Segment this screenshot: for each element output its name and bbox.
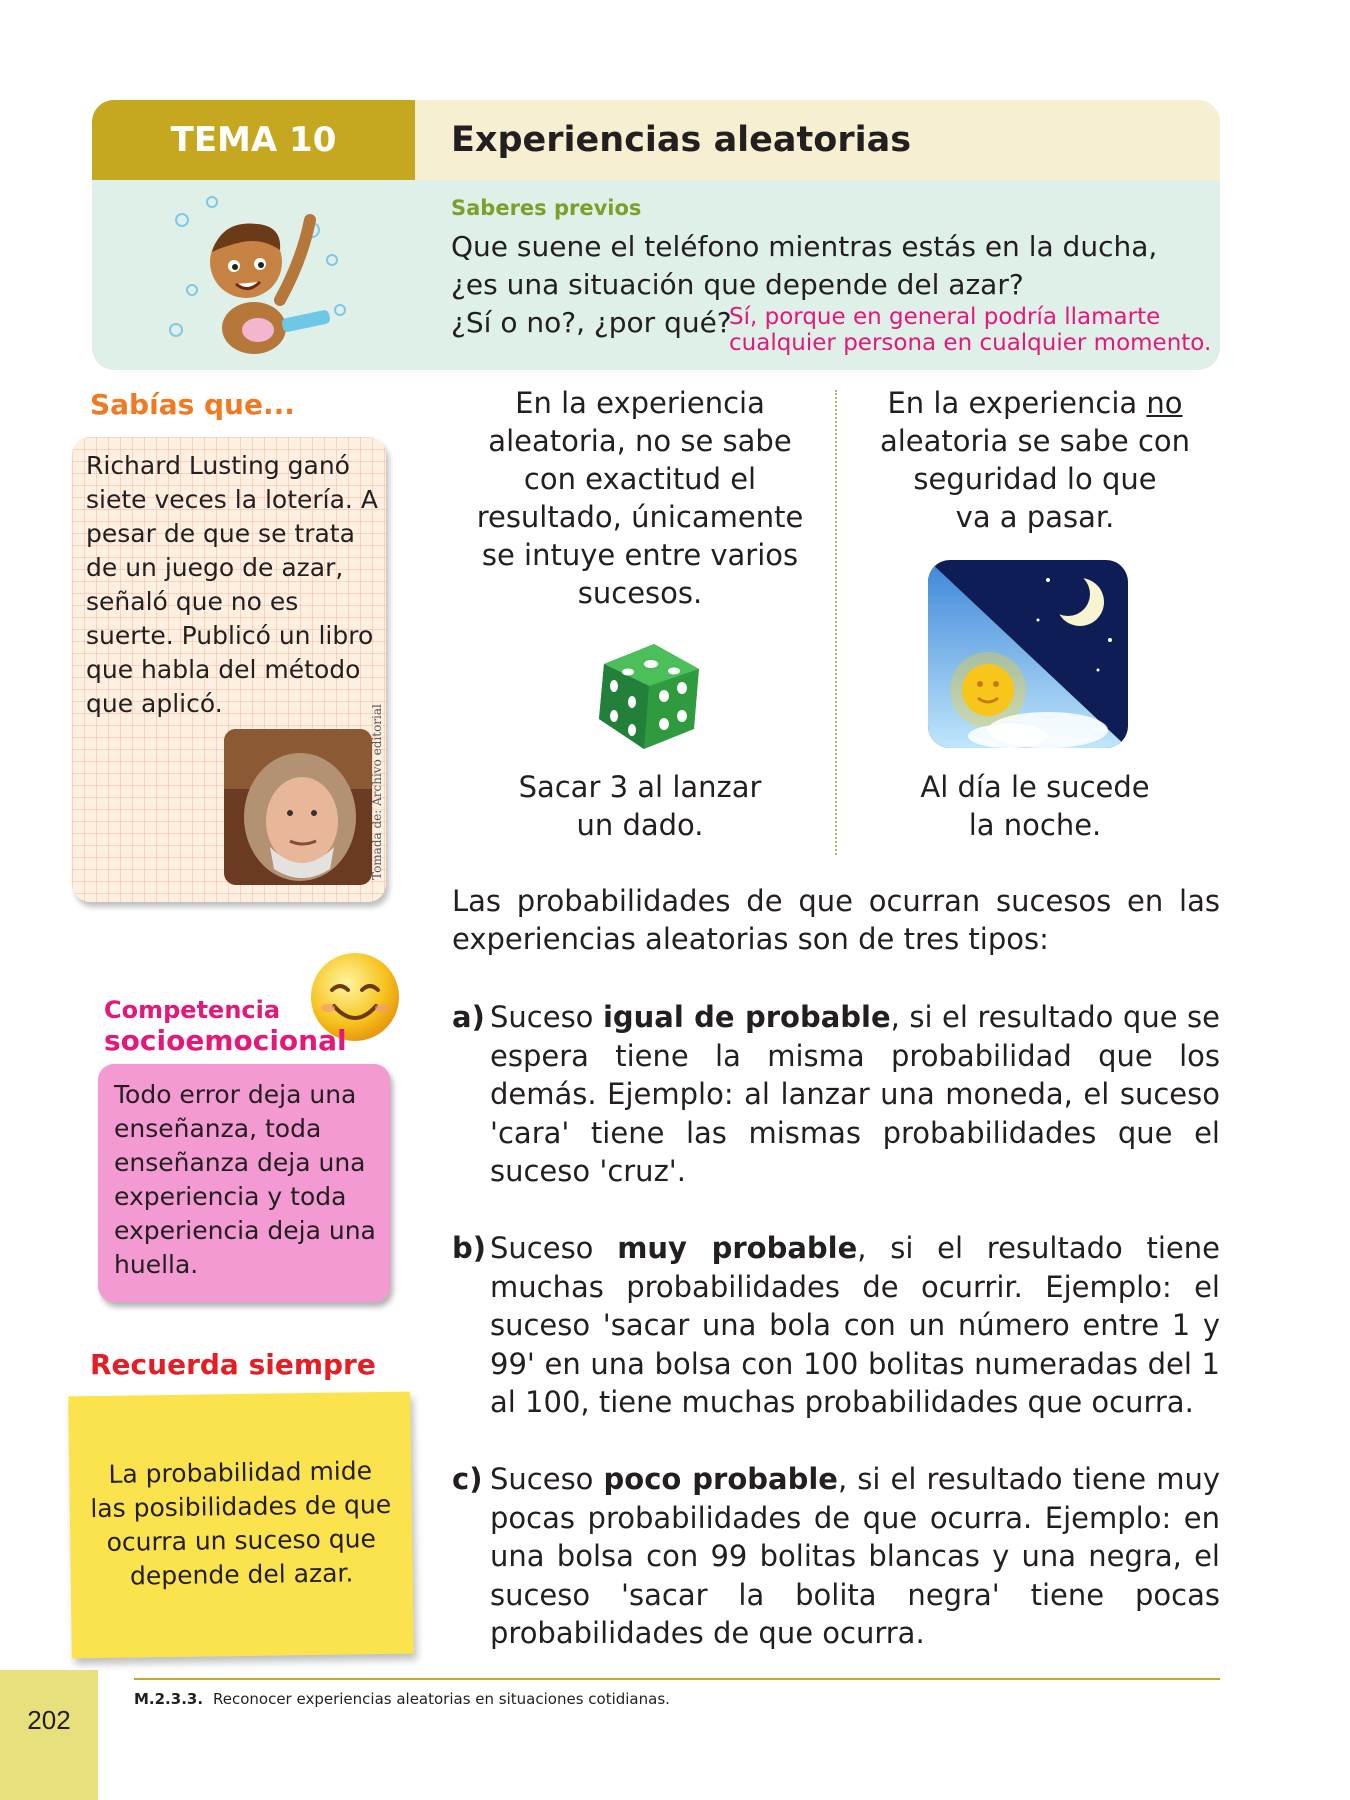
topic-title: Experiencias aleatorias	[451, 120, 912, 160]
question-line-2: ¿es una situación que depende del azar?	[451, 268, 1024, 301]
random-line-1: En la experiencia	[515, 386, 765, 420]
item-body-c	[490, 1460, 1220, 1653]
non-random-underlined-word: no	[1146, 386, 1183, 420]
photo-credit: Tomada de: Archivo editorial	[370, 704, 384, 880]
item-term-c: poco probable	[603, 1462, 838, 1496]
random-line-5: se intuye entre varios	[481, 538, 799, 572]
topic-title-bar	[415, 100, 1220, 180]
competence-label: Competencia	[104, 996, 281, 1024]
question-line-1: Que suene el teléfono mientras estás en la ducha,	[451, 230, 1158, 263]
item-label-b: b)	[452, 1231, 487, 1265]
did-you-know-card	[72, 437, 386, 902]
non-random-line-1	[854, 384, 1216, 422]
item-post-c: , si el resultado tiene muy pocas probabilidades de que ocurra. Ejemplo: en una bolsa con 99 bolitas blancas y una negra, el suceso 'sacar la bolita negra' tiene pocas probabilidades de que ocurra.	[490, 1462, 1220, 1650]
item-body-a	[490, 998, 1220, 1191]
topic-header	[92, 100, 1220, 370]
item-label-c: c)	[452, 1462, 483, 1496]
page-number: 202	[27, 1705, 71, 1735]
non-random-line-3: seguridad lo que	[913, 462, 1157, 496]
non-random-line-4: va a pasar.	[955, 500, 1115, 534]
did-you-know-text: Richard Lusting ganó siete veces la lotería. A pesar de que se trata de un juego de azar, señaló que no es suerte. Publicó un libro que habla del método que aplicó.	[86, 451, 378, 718]
random-line-2: aleatoria, no se sabe	[488, 424, 792, 458]
item-body-b	[490, 1229, 1220, 1422]
item-term-a: igual de probable	[602, 1000, 891, 1034]
night-caption	[854, 768, 1216, 844]
man-portrait-photo	[224, 729, 372, 885]
random-line-4: resultado, únicamente	[476, 500, 804, 534]
night-caption-line-1: Al día le sucede	[920, 770, 1150, 804]
handwritten-answer	[729, 304, 1211, 356]
probability-item-equal	[452, 998, 1220, 1191]
item-post-b: , si el resultado tiene muchas probabilidades de ocurrir. Ejemplo: el suceso 'sacar una bola con un número entre 1 y 99' en una bolsa con 100 bolitas numeradas del 1 al 100, tiene muchas probabilidades que ocurra.	[490, 1231, 1220, 1419]
item-post-a: , si el resultado que se espera tiene la misma probabilidad que los demás. Ejemplo: al lanzar una moneda, el suceso 'cara' tiene las mismas probabilidades que el suceso 'cruz'.	[490, 1000, 1221, 1188]
item-pre-a: Suceso	[490, 1000, 603, 1034]
probability-item-unlikely	[452, 1460, 1220, 1653]
non-random-line-2: aleatoria se sabe con	[879, 424, 1191, 458]
green-dice-icon	[584, 624, 714, 754]
topic-number: TEMA 10	[92, 100, 415, 180]
skill-description: Reconocer experiencias aleatorias en situaciones cotidianas.	[213, 1690, 670, 1708]
item-pre-c: Suceso	[490, 1462, 604, 1496]
random-line-3: con exactitud el	[523, 462, 757, 496]
socioemotional-card	[98, 1064, 390, 1302]
did-you-know-title: Sabías que...	[90, 388, 295, 421]
random-experience-text	[462, 384, 818, 612]
probability-item-likely	[452, 1229, 1220, 1422]
item-label-a: a)	[452, 1000, 485, 1034]
child-in-shower-illustration	[162, 190, 352, 360]
remember-title: Recuerda siempre	[90, 1348, 376, 1381]
non-random-experience-text	[854, 384, 1216, 536]
dice-caption-line-1: Sacar 3 al lanzar	[518, 770, 762, 804]
day-night-sky-icon	[928, 560, 1128, 748]
non-random-prefix: En la experiencia	[887, 386, 1147, 420]
night-caption-line-2: la noche.	[968, 808, 1102, 842]
footer-rule	[134, 1678, 1220, 1680]
socioemotional-text: Todo error deja una enseñanza, toda enseñanza deja una experiencia y toda experiencia deja una huella.	[114, 1080, 376, 1279]
socioemotional-label: socioemocional	[104, 1024, 347, 1057]
probability-intro: Las probabilidades de que ocurran sucesos en las experiencias aleatorias son de tres tipos:	[452, 884, 1220, 956]
skill-code: M.2.3.3.	[134, 1690, 204, 1708]
answer-line-2: cualquier persona en cualquier momento.	[729, 330, 1212, 356]
previous-knowledge-label: Saberes previos	[451, 196, 642, 220]
remember-text: La probabilidad mide las posibilidades de que ocurra un suceso que depende del azar.	[90, 1456, 392, 1591]
answer-line-1: Sí, porque en general podría llamarte	[729, 304, 1161, 330]
question-line-3: ¿Sí o no?, ¿por qué?	[451, 306, 732, 339]
item-pre-b: Suceso	[490, 1231, 618, 1265]
dice-caption-line-2: un dado.	[576, 808, 704, 842]
sticky-note	[68, 1392, 414, 1659]
random-line-6: sucesos.	[577, 576, 703, 610]
column-divider	[835, 390, 837, 855]
item-term-b: muy probable	[617, 1231, 858, 1265]
dice-caption	[462, 768, 818, 844]
